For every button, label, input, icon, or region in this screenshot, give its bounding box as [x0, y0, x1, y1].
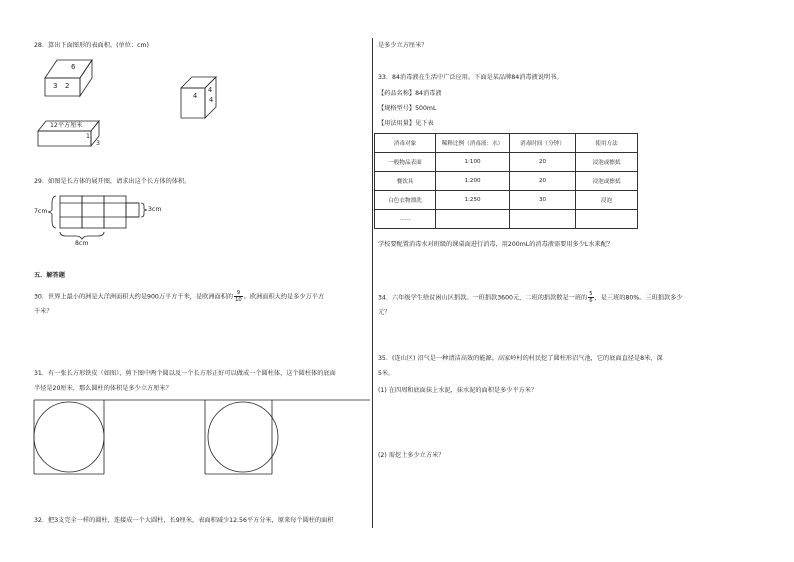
net-height-label: 7cm: [34, 208, 48, 215]
q33-intro: 33．84消毒液在生活中广泛应用。下面是某品牌84消毒液说明书。: [378, 74, 563, 81]
q30-frac-num: 9: [234, 290, 243, 297]
table-header: 消毒对象: [375, 134, 436, 153]
q35-sub1: (1) 在四周和底面抹上水泥，抹水泥的面积是多少平方米？: [378, 387, 538, 394]
table-cell: 浸泡: [576, 191, 638, 210]
table-row: [375, 172, 638, 191]
q28-text: 28．算出下面图形的表面积。(单位：cm): [34, 42, 149, 49]
cube-label-a: 4: [193, 92, 198, 100]
q34-frac-num: 5: [589, 291, 593, 297]
box1-label-c: 2: [65, 82, 70, 90]
q35-sub2: (2) 需挖土多少立方米？: [378, 452, 445, 459]
section-five-heading: 五．解答题: [34, 272, 65, 279]
q33-usage: 【用法用量】见下表: [378, 120, 434, 127]
q34-text-before: 34．六年级学生给贫困山区捐款。一班捐款3600元，二班的捐款数是一班的: [378, 294, 588, 302]
table-cell: [510, 210, 576, 229]
column-divider: [372, 38, 373, 528]
box3-label-m: 3: [96, 140, 100, 147]
table-row: [375, 191, 638, 210]
q30-frac-den: 10: [235, 297, 242, 303]
q34-text-after: ，是三班的80%。三班捐款多少: [594, 294, 683, 302]
q34-fraction: [588, 291, 593, 304]
q35-line1: 35．(连山区) 沼气是一种清洁高效的能源。高家岭村的村民挖了圆柱形沼气池，它的底面直径是8米，深: [378, 355, 663, 362]
q33-question: 学校要配置消毒水对班级的课桌面进行消毒，用200mL的消毒液需要用多少L水来配？: [378, 241, 614, 248]
q30-text: [34, 290, 324, 303]
table-cell: ……: [375, 210, 436, 229]
q35-line2: 5米。: [378, 370, 395, 377]
table-header: 稀释比例（消毒液：水）: [436, 134, 510, 153]
table-row: [375, 210, 638, 229]
box3-area-label: 12平方厘米: [50, 122, 83, 129]
table-cell: [436, 210, 510, 229]
table-header-row: [375, 134, 638, 153]
table-row: [375, 153, 638, 172]
table-cell: 浸泡或擦拭: [576, 172, 638, 191]
table-cell: 30: [510, 191, 576, 210]
net-width-label: 3cm: [148, 206, 162, 213]
table-cell: 1:200: [436, 172, 510, 191]
table-cell: 1:100: [436, 153, 510, 172]
q33-spec: 【规格型号】500mL: [378, 105, 437, 112]
table-cell: [576, 210, 638, 229]
q33-product-name: 【药品名称】84消毒液: [378, 90, 442, 97]
cube-label-c: 4: [209, 96, 214, 104]
table-cell: 浸泡或擦拭: [576, 153, 638, 172]
disinfectant-table: [374, 133, 638, 229]
table-header: 使用方法: [576, 134, 638, 153]
table-cell: 20: [510, 153, 576, 172]
q34-line2: 元？: [378, 309, 391, 316]
box1-label-a: 6: [71, 63, 76, 71]
table-header: 消毒时间（分钟）: [510, 134, 576, 153]
box1-label-b: 3: [53, 82, 58, 90]
q31-line1: 31．有一张长方形铁皮（如图），剪下图中两个圆以及一个长方形正好可以做成一个圆柱体，这个圆柱体的底面: [34, 370, 336, 377]
table-cell: 1:250: [436, 191, 510, 210]
q30-fraction: [234, 290, 243, 303]
net-length-label: 8cm: [75, 240, 89, 247]
table-cell: 白色衣物漂洗: [375, 191, 436, 210]
q34-frac-den: 6: [589, 298, 593, 304]
cube-label-b: 4: [208, 86, 213, 94]
table-cell: 20: [510, 172, 576, 191]
box3-label-n: 1: [86, 133, 90, 140]
q31-line2: 半径是20厘米，那么圆柱的体积是多少立方厘米？: [34, 385, 172, 392]
q30-text-before: 30．世界上最小的洲是大洋洲面积大约是900万平方千米，是欧洲面积的: [34, 293, 234, 301]
q30-line2: 千米？: [34, 308, 53, 315]
table-cell: 一般物品表面: [375, 153, 436, 172]
q32-line1: 32．把3支完全一样的圆柱，连接成一个大圆柱，长9厘米，表面积减少12.56平方分米，原来每个圆柱的面积: [34, 517, 334, 524]
q29-text: 29．如图是长方体的展开图，请求出这个长方体的体积。: [34, 178, 191, 185]
q34-text: [378, 291, 683, 304]
table-cell: 餐饮具: [375, 172, 436, 191]
q30-text-after: 。欧洲面积大约是多少万平方: [243, 293, 325, 301]
q32-continuation: 是多少立方厘米？: [378, 42, 428, 49]
iron-sheet-figure: [0, 0, 1, 1]
